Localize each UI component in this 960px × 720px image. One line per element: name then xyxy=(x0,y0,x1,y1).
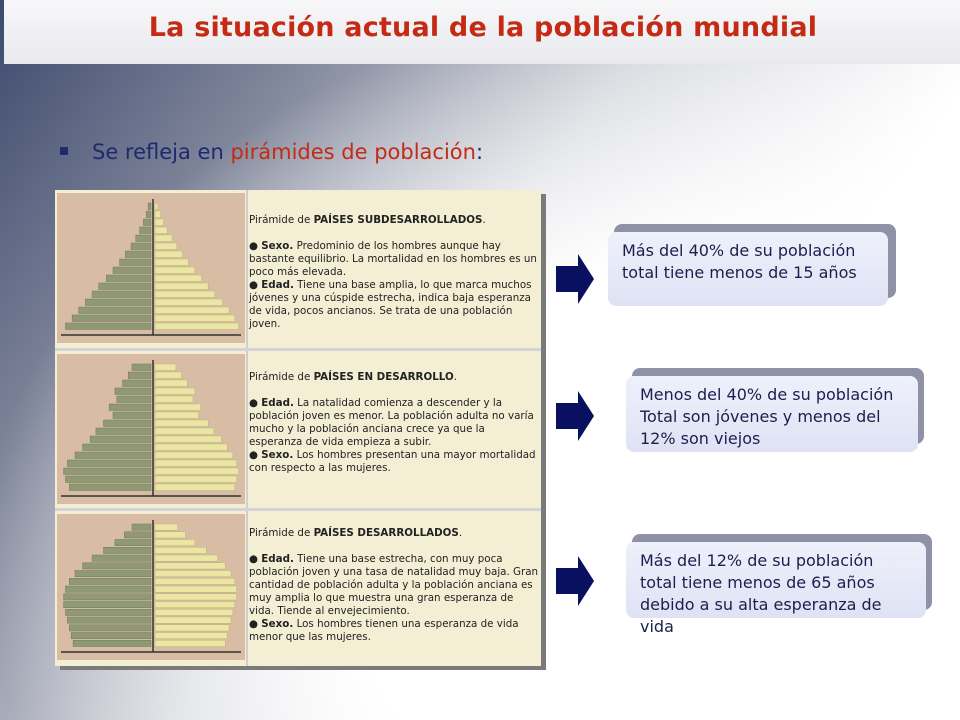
male-age-bar xyxy=(64,468,151,475)
slide-title: La situación actual de la población mundial xyxy=(148,12,818,43)
heading-prefix: Pirámide de xyxy=(249,371,314,383)
female-age-bar xyxy=(155,428,214,435)
male-age-bar xyxy=(120,259,151,266)
male-age-bar xyxy=(113,267,151,274)
female-age-bar xyxy=(155,540,195,546)
female-age-bar xyxy=(155,460,237,467)
male-age-bar xyxy=(124,532,151,538)
male-age-bar xyxy=(66,609,152,615)
panel-body xyxy=(55,190,541,666)
point-label: Sexo. xyxy=(261,240,294,252)
female-age-bar xyxy=(155,524,178,530)
male-age-bar xyxy=(69,625,151,631)
male-age-bar xyxy=(140,227,151,234)
heading-prefix: Pirámide de xyxy=(249,214,314,226)
male-age-bar xyxy=(75,452,151,459)
description-point: ● Sexo. Los hombres presentan una mayor mortalidad con respecto a las mujeres. xyxy=(249,449,536,474)
male-age-bar xyxy=(79,307,151,314)
bullet-prefix: Se refleja en xyxy=(92,140,231,164)
male-age-bar xyxy=(69,484,151,491)
female-age-bar xyxy=(155,617,231,623)
female-age-bar xyxy=(155,563,225,569)
callout-text: Más del 40% de su población total tiene menos de 15 años xyxy=(608,232,888,306)
pyramid-row-developing xyxy=(55,351,541,508)
female-age-bar xyxy=(155,388,195,395)
female-age-bar xyxy=(155,625,229,631)
male-age-bar xyxy=(85,299,151,306)
pyramid-image-underdeveloped xyxy=(57,193,245,343)
male-age-bar xyxy=(104,420,152,427)
male-age-bar xyxy=(148,203,151,210)
heading-suffix: . xyxy=(482,214,486,226)
description-point: ● Sexo. Los hombres tienen una esperanza de vida menor que las mujeres. xyxy=(249,618,519,643)
male-age-bar xyxy=(67,460,151,467)
male-age-bar xyxy=(136,235,151,242)
female-age-bar xyxy=(155,594,237,600)
female-age-bar xyxy=(155,203,158,210)
male-age-bar xyxy=(71,633,151,639)
point-text: Tiene una base amplia, lo que marca muchos jóvenes y una cúspide estrecha, indica baja esperanza de vida, pocos ancianos. Se trata de una población joven. xyxy=(249,279,532,330)
pyramid-row-developed xyxy=(55,511,541,666)
female-age-bar xyxy=(155,468,239,475)
pyramids-panel xyxy=(55,190,541,670)
male-age-bar xyxy=(92,291,151,298)
male-age-bar xyxy=(109,404,151,411)
pyramid-heading xyxy=(249,214,541,227)
pyramid-description-underdeveloped xyxy=(249,214,541,331)
male-age-bar xyxy=(73,640,151,646)
female-age-bar xyxy=(155,571,231,577)
male-age-bar xyxy=(99,283,151,290)
female-age-bar xyxy=(155,219,164,226)
pyramid-image-developing xyxy=(57,354,245,504)
square-bullet-icon xyxy=(60,147,68,155)
male-age-bar xyxy=(106,275,151,282)
column-divider xyxy=(246,190,248,348)
male-age-bar xyxy=(115,540,151,546)
female-age-bar xyxy=(155,283,208,290)
bullet-highlight: pirámides de población xyxy=(230,140,476,164)
pyramid-heading xyxy=(249,371,541,384)
heading-bold: PAÍSES DESARROLLADOS xyxy=(313,527,459,539)
female-age-bar xyxy=(155,420,208,427)
heading-suffix: . xyxy=(458,527,463,539)
female-age-bar xyxy=(155,323,239,330)
male-age-bar xyxy=(90,436,151,443)
female-age-bar xyxy=(155,602,235,608)
female-age-bar xyxy=(155,211,161,218)
female-age-bar xyxy=(155,640,225,646)
female-age-bar xyxy=(155,412,199,419)
point-text: Los hombres presentan una mayor mortalidad con respecto a las mujeres. xyxy=(249,449,536,474)
male-age-bar xyxy=(75,571,151,577)
female-age-bar xyxy=(155,404,201,411)
pyramid-chart xyxy=(57,193,245,343)
pyramid-description-developed xyxy=(249,527,541,644)
female-age-bar xyxy=(155,299,222,306)
female-age-bar xyxy=(155,436,222,443)
female-age-bar xyxy=(155,227,167,234)
male-age-bar xyxy=(128,372,151,379)
female-age-bar xyxy=(155,484,235,491)
male-age-bar xyxy=(83,563,151,569)
female-age-bar xyxy=(155,452,233,459)
male-age-bar xyxy=(67,617,151,623)
male-age-bar xyxy=(66,586,152,592)
heading-prefix: Pirámide de xyxy=(249,527,314,539)
male-age-bar xyxy=(123,380,152,387)
male-age-bar xyxy=(64,602,151,608)
male-age-bar xyxy=(72,315,151,322)
female-age-bar xyxy=(155,396,193,403)
pyramid-image-developed xyxy=(57,514,245,660)
description-point: ● Sexo. Predominio de los hombres aunque hay bastante equilibrio. La mortalidad en los hombres es un poco más elevada. xyxy=(249,240,537,278)
female-age-bar xyxy=(155,380,187,387)
female-age-bar xyxy=(155,476,237,483)
male-age-bar xyxy=(117,396,151,403)
bullet-line xyxy=(60,140,483,164)
female-age-bar xyxy=(155,372,182,379)
female-age-bar xyxy=(155,307,229,314)
description-point: ● Edad. Tiene una base amplia, lo que marca muchos jóvenes y una cúspide estrecha, indica baja esperanza de vida, pocos ancianos. Se trata de una población joven. xyxy=(249,279,532,330)
male-age-bar xyxy=(115,388,151,395)
description-point: ● Edad. Tiene una base estrecha, con muy poca población joven y una tasa de natalidad muy baja. Gran cantidad de población adulta y la población anciana es muy amplia lo que muestra una gran esperanza de vida. Tiende al envejecimiento. xyxy=(249,553,539,617)
male-age-bar xyxy=(92,555,151,561)
callout-text: Más del 12% de su población total tiene menos de 65 años debido a su alta esperanza de vida xyxy=(626,542,926,618)
male-age-bar xyxy=(131,243,151,250)
point-label: Edad. xyxy=(261,397,294,409)
pyramid-heading xyxy=(249,527,541,540)
point-text: Predominio de los hombres aunque hay bastante equilibrio. La mortalidad en los hombres es un poco más elevada. xyxy=(249,240,537,278)
female-age-bar xyxy=(155,578,235,584)
point-text: La natalidad comienza a descender y la población joven es menor. La población adulta no varía mucho y la población anciana crece ya que la esperanza de vida empieza a subir. xyxy=(249,397,534,448)
point-label: Sexo. xyxy=(261,618,294,630)
male-age-bar xyxy=(125,251,151,258)
pyramid-chart xyxy=(57,354,245,504)
female-age-bar xyxy=(155,633,227,639)
female-age-bar xyxy=(155,267,195,274)
male-age-bar xyxy=(146,211,151,218)
right-arrow-icon xyxy=(556,556,594,606)
pyramid-chart xyxy=(57,514,245,660)
male-age-bar xyxy=(104,547,152,553)
male-age-bar xyxy=(83,444,151,451)
male-age-bar xyxy=(143,219,151,226)
female-age-bar xyxy=(155,547,206,553)
heading-suffix: . xyxy=(453,371,458,383)
point-label: Sexo. xyxy=(261,449,294,461)
description-point: ● Edad. La natalidad comienza a descender y la población joven es menor. La población adulta no varía mucho y la población anciana crece ya que la esperanza de vida empieza a subir. xyxy=(249,397,534,448)
female-age-bar xyxy=(155,609,233,615)
right-arrow-icon xyxy=(556,391,594,441)
female-age-bar xyxy=(155,315,235,322)
point-text: Los hombres tienen una esperanza de vida menor que las mujeres. xyxy=(249,618,519,643)
male-age-bar xyxy=(96,428,151,435)
female-age-bar xyxy=(155,251,183,258)
female-age-bar xyxy=(155,275,202,282)
female-age-bar xyxy=(155,364,176,371)
female-age-bar xyxy=(155,532,185,538)
female-age-bar xyxy=(155,555,218,561)
male-age-bar xyxy=(132,524,151,530)
male-age-bar xyxy=(69,578,151,584)
female-age-bar xyxy=(155,586,237,592)
pyramid-row-underdeveloped xyxy=(55,190,541,348)
pyramid-description-developing xyxy=(249,371,541,475)
female-age-bar xyxy=(155,235,172,242)
male-age-bar xyxy=(66,323,152,330)
female-age-bar xyxy=(155,444,227,451)
point-label: Edad. xyxy=(261,279,294,291)
point-text: Tiene una base estrecha, con muy poca población joven y una tasa de natalidad muy baja. Gran cantidad de población adulta y la población anciana es muy amplia lo que muestra una gran esperanza de vida. Tiende al envejecimiento. xyxy=(249,553,539,617)
male-age-bar xyxy=(113,412,151,419)
point-label: Edad. xyxy=(261,553,294,565)
female-age-bar xyxy=(155,259,188,266)
male-age-bar xyxy=(64,594,151,600)
heading-bold: PAÍSES SUBDESARROLLADOS xyxy=(313,214,483,226)
column-divider xyxy=(246,511,248,666)
female-age-bar xyxy=(155,243,177,250)
female-age-bar xyxy=(155,291,215,298)
male-age-bar xyxy=(66,476,152,483)
male-age-bar xyxy=(132,364,151,371)
right-arrow-icon xyxy=(556,254,594,304)
heading-bold: PAÍSES EN DESARROLLO xyxy=(313,371,454,383)
bullet-suffix: : xyxy=(475,140,484,164)
callout-text: Menos del 40% de su población Total son jóvenes y menos del 12% son viejos xyxy=(626,376,918,452)
column-divider xyxy=(246,351,248,508)
